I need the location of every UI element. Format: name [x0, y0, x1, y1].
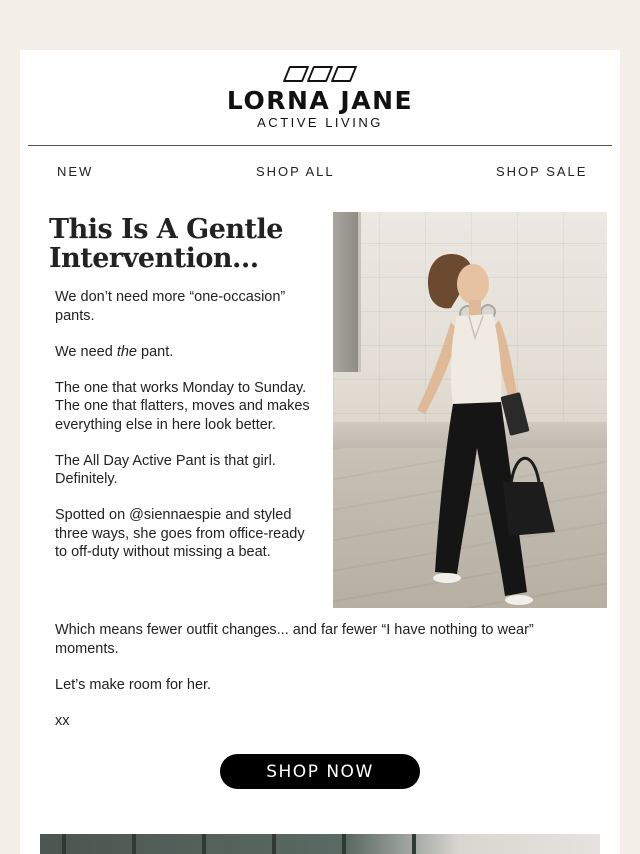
- nav-shop-all-link[interactable]: SHOP ALL: [256, 164, 335, 179]
- intro-copy: [55, 288, 315, 579]
- nav-new-link[interactable]: NEW: [57, 164, 94, 179]
- brand-tagline: ACTIVE LIVING: [257, 115, 383, 130]
- emphasis-the: the: [116, 343, 137, 360]
- signoff: xx: [55, 712, 70, 729]
- paragraph-3: The one that works Monday to Sunday. The one that flatters, moves and makes everything else in here look better.: [55, 379, 310, 433]
- next-section-photo[interactable]: [40, 834, 600, 854]
- paragraph-6: Which means fewer outfit changes... and far fewer “I have nothing to wear” moments.: [55, 622, 534, 657]
- paragraph-5: Spotted on @siennaespie and styled three ways, she goes from office-ready to off-duty without missing a beat.: [55, 507, 305, 560]
- paragraph-2: We need the pant.: [55, 343, 174, 360]
- headline-line-2: Intervention...: [49, 243, 259, 274]
- header-divider: [28, 145, 612, 146]
- shop-now-button[interactable]: SHOP NOW: [220, 754, 420, 789]
- paragraph-1: We don’t need more “one-occasion” pants.: [55, 289, 286, 324]
- headline: [49, 215, 319, 273]
- closing-copy: [55, 621, 600, 748]
- headline-line-1: This Is A Gentle: [49, 214, 283, 245]
- nav-shop-sale-link[interactable]: SHOP SALE: [496, 164, 588, 179]
- paragraph-4: The All Day Active Pant is that girl. Definitely.: [55, 452, 276, 487]
- brand-logo[interactable]: [20, 66, 620, 130]
- brand-name: LORNA JANE: [226, 86, 414, 115]
- paragraph-7: Let’s make room for her.: [55, 676, 212, 693]
- logo-mark-icon: [20, 66, 620, 84]
- main-nav: [20, 164, 620, 180]
- model-figure: [333, 212, 607, 608]
- email-card: [20, 50, 620, 854]
- model-photo[interactable]: [333, 212, 607, 608]
